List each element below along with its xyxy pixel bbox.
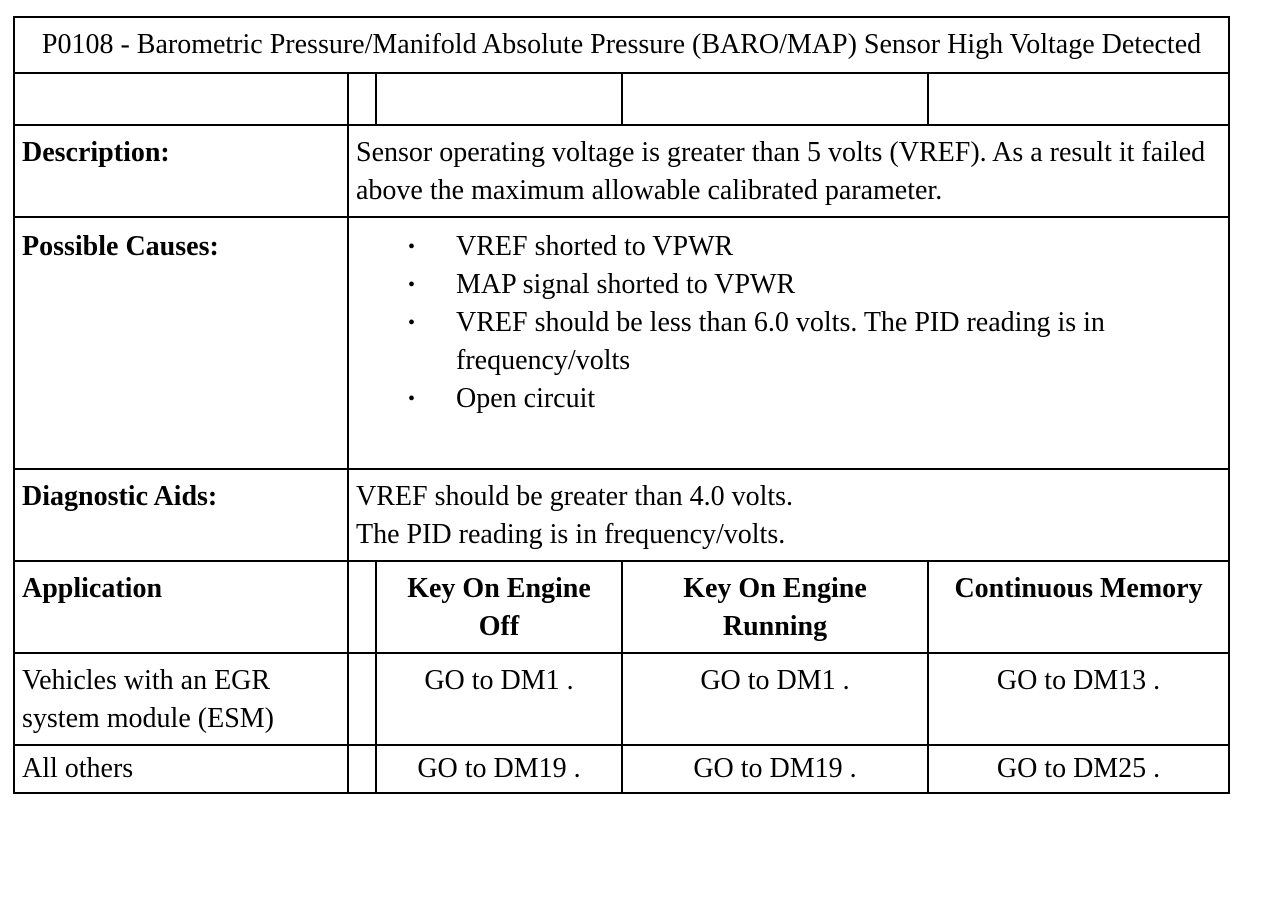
possible-causes-row bbox=[14, 217, 1229, 469]
diagnostic-aids-line: VREF should be greater than 4.0 volts. bbox=[356, 481, 794, 512]
spacer-cell bbox=[348, 561, 376, 653]
header-koer: Key On Engine Running bbox=[622, 561, 928, 653]
bullet-icon: • bbox=[408, 312, 416, 334]
table-row bbox=[14, 745, 1229, 793]
application-cell: Vehicles with an EGR system module (ESM) bbox=[14, 653, 348, 745]
header-koeo: Key On Engine Off bbox=[376, 561, 622, 653]
koer-cell: GO to DM19 . bbox=[622, 745, 928, 793]
table-row bbox=[14, 653, 1229, 745]
cause-text: VREF shorted to VPWR bbox=[456, 231, 734, 262]
diagnostic-table bbox=[13, 16, 1230, 794]
spacer-cell bbox=[348, 745, 376, 793]
blank-cell bbox=[348, 73, 376, 125]
blank-cell bbox=[14, 73, 348, 125]
continuous-memory-cell: GO to DM13 . bbox=[928, 653, 1229, 745]
possible-causes-list bbox=[356, 228, 1221, 418]
diagnostic-aids-row bbox=[14, 469, 1229, 561]
bullet-icon: • bbox=[408, 274, 416, 296]
list-item bbox=[356, 228, 1221, 266]
diagnostic-aids-cell bbox=[348, 469, 1229, 561]
diagnostic-aids-line: The PID reading is in frequency/volts. bbox=[356, 519, 786, 550]
cause-text: Open circuit bbox=[456, 383, 596, 414]
possible-causes-cell bbox=[348, 217, 1229, 469]
page-title: P0108 - Barometric Pressure/Manifold Absolute Pressure (BARO/MAP) Sensor High Voltage Detected bbox=[14, 17, 1229, 73]
application-header-row bbox=[14, 561, 1229, 653]
header-application: Application bbox=[14, 561, 348, 653]
cause-text: MAP signal shorted to VPWR bbox=[456, 269, 796, 300]
blank-row bbox=[14, 73, 1229, 125]
bullet-icon: • bbox=[408, 388, 416, 410]
cause-text: VREF should be less than 6.0 volts. The PID reading is in frequency/volts bbox=[456, 307, 1105, 376]
koeo-cell: GO to DM19 . bbox=[376, 745, 622, 793]
list-item bbox=[356, 304, 1221, 380]
koeo-cell: GO to DM1 . bbox=[376, 653, 622, 745]
application-cell: All others bbox=[14, 745, 348, 793]
description-row bbox=[14, 125, 1229, 217]
bullet-icon: • bbox=[408, 236, 416, 258]
blank-cell bbox=[376, 73, 622, 125]
spacer-cell bbox=[348, 653, 376, 745]
possible-causes-label: Possible Causes: bbox=[14, 217, 348, 469]
list-item bbox=[356, 380, 1221, 418]
koer-cell: GO to DM1 . bbox=[622, 653, 928, 745]
blank-cell bbox=[622, 73, 928, 125]
list-item bbox=[356, 266, 1221, 304]
diagnostic-aids-label: Diagnostic Aids: bbox=[14, 469, 348, 561]
continuous-memory-cell: GO to DM25 . bbox=[928, 745, 1229, 793]
header-continuous-memory: Continuous Memory bbox=[928, 561, 1229, 653]
description-text: Sensor operating voltage is greater than 5 volts (VREF). As a result it failed above the maximum allowable calibrated parameter. bbox=[348, 125, 1229, 217]
description-label: Description: bbox=[14, 125, 348, 217]
title-row bbox=[14, 17, 1229, 73]
blank-cell bbox=[928, 73, 1229, 125]
